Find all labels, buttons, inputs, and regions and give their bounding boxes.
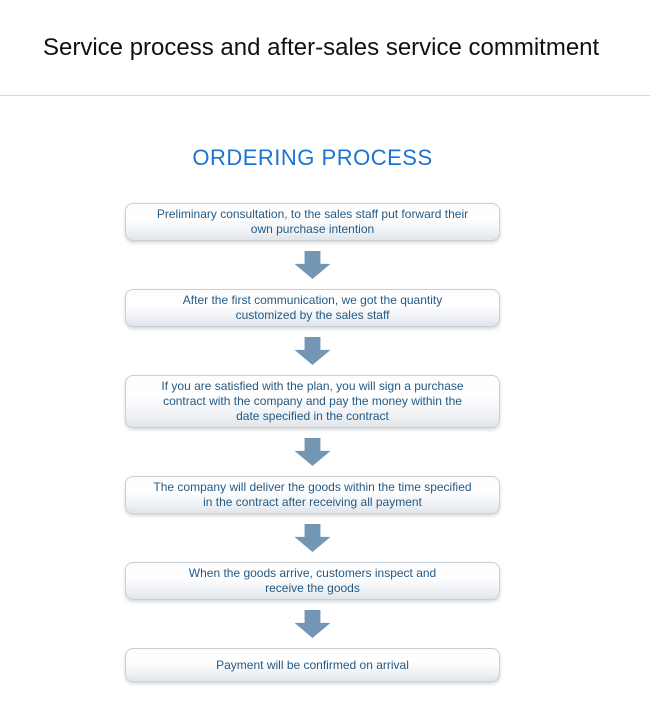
process-step-text: contract with the company and pay the money within the — [163, 394, 462, 408]
process-step-box — [125, 203, 500, 241]
process-step-text: customized by the sales staff — [235, 308, 390, 322]
process-step-text: When the goods arrive, customers inspect and — [188, 566, 437, 580]
ordering-process-diagram — [0, 145, 650, 682]
down-arrow-icon — [295, 337, 331, 365]
process-step-text: in the contract after receiving all payment — [203, 495, 422, 509]
flow-heading: ORDERING PROCESS — [192, 145, 433, 170]
process-step-text: The company will deliver the goods within the time specified — [153, 480, 472, 494]
process-step-box — [125, 375, 500, 428]
process-step-text: date specified in the contract — [236, 409, 389, 423]
flow-steps — [125, 203, 500, 682]
down-arrow-icon — [295, 524, 331, 552]
process-step-box — [125, 648, 500, 682]
process-step-text: Payment will be confirmed on arrival — [216, 657, 409, 672]
process-step-box — [125, 289, 500, 327]
down-arrow-icon — [295, 610, 331, 638]
process-step-box — [125, 476, 500, 514]
page-title: Service process and after-sales service commitment — [43, 34, 600, 61]
process-step-text: receive the goods — [265, 581, 360, 595]
process-step-text: If you are satisfied with the plan, you will sign a purchase — [161, 379, 464, 393]
process-step-box — [125, 562, 500, 600]
down-arrow-icon — [295, 251, 331, 279]
page-header — [0, 0, 650, 96]
process-step-text: After the first communication, we got the quantity — [182, 293, 443, 307]
process-step-text: Preliminary consultation, to the sales staff put forward their — [156, 207, 469, 221]
process-step-text: own purchase intention — [250, 222, 375, 236]
down-arrow-icon — [295, 438, 331, 466]
